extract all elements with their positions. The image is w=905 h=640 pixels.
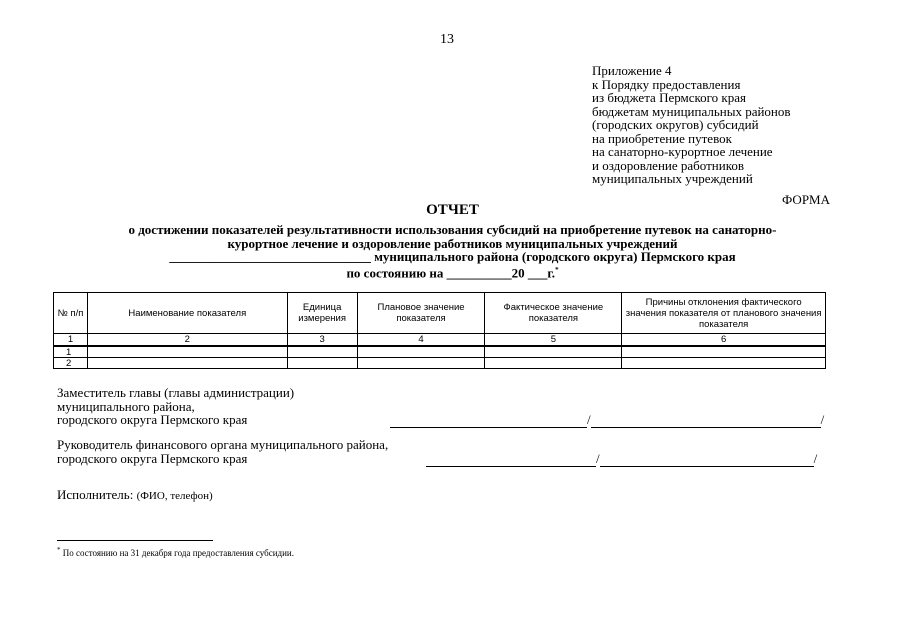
footnote-mark: * (57, 546, 61, 554)
appendix-line: к Порядку предоставления (592, 76, 741, 92)
subtitle-line-1: о достижении показателей результативности использования субсидий на приобретение путевок на санаторно- (128, 222, 777, 237)
footnote-marker: * (555, 265, 559, 274)
executor-label: Исполнитель: (57, 487, 137, 502)
executor-line (57, 488, 213, 504)
municipality-blank[interactable]: _______________________________ (169, 249, 371, 264)
appendix-line: муниципальных учреждений (592, 171, 753, 186)
municipality-suffix: муниципального района (городского округа) Пермского края (370, 249, 736, 264)
finance-end-slash: / (813, 451, 818, 466)
column-header-actual-value: Фактическое значение показателя (485, 293, 622, 334)
column-header-unit: Единица измерения (287, 293, 357, 334)
row-number: 2 (54, 358, 88, 369)
subtitle-line-2: курортное лечение и оздоровление работников муниципальных учреждений (227, 235, 678, 251)
document-title: ОТЧЕТ (426, 202, 479, 218)
date-prefix: по состоянию на (346, 264, 447, 280)
appendix-line: из бюджета Пермского края (592, 90, 747, 105)
column-number: 3 (287, 334, 357, 347)
column-header-indicator-name: Наименование показателя (87, 293, 287, 334)
report-table (53, 292, 826, 369)
deputy-title-line: муниципального района, (57, 398, 195, 414)
finance-signature-line (426, 451, 817, 467)
unit-cell[interactable] (287, 346, 357, 358)
deputy-signature-blank[interactable] (390, 415, 587, 428)
column-number: 6 (622, 334, 826, 347)
row-number: 1 (54, 346, 88, 358)
indicator-name-cell[interactable] (87, 358, 287, 369)
actual-value-cell[interactable] (485, 358, 622, 369)
footnote (57, 546, 294, 558)
date-blank[interactable]: __________ (446, 264, 512, 280)
deputy-end-slash: / (820, 412, 825, 427)
column-number-row (54, 334, 826, 347)
appendix-line: бюджетам муниципальных районов (592, 103, 791, 119)
actual-value-cell[interactable] (485, 346, 622, 358)
deviation-reason-cell[interactable] (622, 358, 826, 369)
column-number: 1 (54, 334, 88, 347)
table-row (54, 346, 826, 358)
appendix-line: на санаторно-курортное лечение (592, 144, 773, 159)
deviation-reason-cell[interactable] (622, 346, 826, 358)
subtitle-line-4 (0, 264, 905, 280)
unit-cell[interactable] (287, 358, 357, 369)
document-subtitle (0, 223, 905, 279)
year-blank[interactable]: ___ (527, 264, 548, 280)
deputy-signature-line (390, 412, 824, 428)
finance-signature-blank[interactable] (426, 454, 596, 467)
footnote-divider (57, 540, 213, 541)
appendix-line: Приложение 4 (592, 63, 672, 78)
appendix-line: на приобретение путевок (592, 130, 732, 146)
table-header-row (54, 293, 826, 334)
deputy-separator: / (587, 412, 591, 427)
planned-value-cell[interactable] (357, 346, 485, 358)
column-header-planned-value: Плановое значение показателя (357, 293, 485, 334)
indicator-name-cell[interactable] (87, 346, 287, 358)
executor-note: (ФИО, телефон) (136, 490, 213, 502)
column-header-deviation-reasons: Причины отклонения фактического значения показателя от планового значения показателя (622, 293, 826, 334)
finance-title-line: городского округа Пермского края (57, 450, 248, 466)
finance-name-blank[interactable] (600, 454, 814, 467)
column-header-number: № п/п (54, 293, 88, 334)
deputy-title-line: Заместитель главы (главы администрации) (57, 385, 295, 400)
planned-value-cell[interactable] (357, 358, 485, 369)
appendix-line: и оздоровление работников (592, 157, 744, 173)
page-number: 13 (440, 32, 454, 47)
year-suffix: г. (547, 264, 556, 280)
deputy-title-line: городского округа Пермского края (57, 412, 248, 427)
finance-title-line: Руководитель финансового органа муниципального района, (57, 437, 389, 452)
form-label: ФОРМА (782, 192, 830, 207)
deputy-name-blank[interactable] (591, 415, 821, 428)
appendix-line: (городских округов) субсидий (592, 117, 759, 132)
table-row (54, 358, 826, 369)
column-number: 5 (485, 334, 622, 347)
column-number: 2 (87, 334, 287, 347)
footnote-text: По состоянию на 31 декабря года предоставления субсидии. (60, 548, 294, 558)
finance-signature-block (57, 438, 388, 465)
appendix-header (592, 64, 791, 186)
deputy-signature-block (57, 386, 294, 427)
finance-separator: / (596, 451, 600, 466)
year-prefix: 20 (511, 264, 528, 280)
column-number: 4 (357, 334, 485, 347)
subtitle-line-3 (0, 250, 905, 264)
